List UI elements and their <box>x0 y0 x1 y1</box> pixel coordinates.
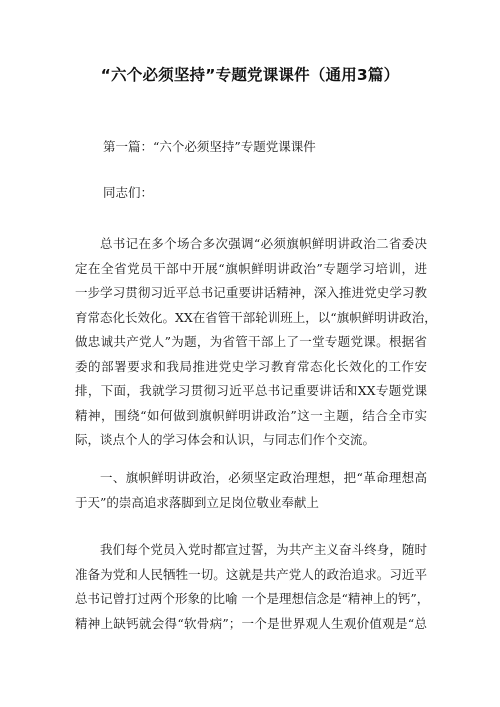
paragraph-line: 精神上缺钙就会得“软骨病”；一个是世界观人生观价值观是“总 <box>75 615 427 631</box>
paragraph-line: 准备为党和人民牺牲一切。这就是共产党人的政治追求。习近平 <box>75 566 427 582</box>
heading-point-one <box>75 466 427 515</box>
paragraph-line: 总书记曾打过两个形象的比喻 一个是理想信念是“精神上的钙”， <box>75 591 430 606</box>
paragraph-body <box>75 538 430 636</box>
paragraph-line: 做忠诚共产党人”为题，为省管干部上了一堂专题党课。根据省 <box>75 334 427 349</box>
paragraph-line: 我们每个党员入党时都宣过誓，为共产主义奋斗终身，随时 <box>100 542 427 557</box>
heading-line: 于天”的崇高追求落脚到立足岗位敬业奉献上 <box>75 494 319 510</box>
paragraph-line: 委的部署要求和我局推进党史学习教育常态化长效化的工作安 <box>75 358 427 374</box>
paragraph-line: 际，谈点个人的学习体会和认识，与同志们作个交流。 <box>75 432 376 447</box>
salutation: 同志们： <box>103 185 154 200</box>
document-title: “六个必须坚持”专题党课课件（通用3篇） <box>100 66 400 84</box>
paragraph-line: 排，下面，我就学习贯彻习近平总书记重要讲话和XX专题党课 <box>75 383 427 398</box>
paragraph-line: 定在全省党员干部中开展“旗帜鲜明讲政治”专题学习培训，进 <box>75 260 427 276</box>
paragraph-line: 一步学习贯彻习近平总书记重要讲话精神，深入推进党史学习教 <box>75 285 427 300</box>
paragraph-intro <box>75 232 437 453</box>
paragraph-line: 精神，围绕“如何做到旗帜鲜明讲政治”这一主题，结合全市实 <box>75 407 427 423</box>
section-title: 第一篇：“六个必须坚持”专题党课课件 <box>103 139 316 154</box>
paragraph-line: 育常态化长效化。XX在省管干部轮训班上，以“旗帜鲜明讲政治， <box>75 309 437 325</box>
heading-line: 一、旗帜鲜明讲政治，必须坚定政治理想，把“革命理想高 <box>100 470 427 485</box>
paragraph-line: 总书记在多个场合多次强调“必须旗帜鲜明讲政治二省委决 <box>100 236 427 251</box>
